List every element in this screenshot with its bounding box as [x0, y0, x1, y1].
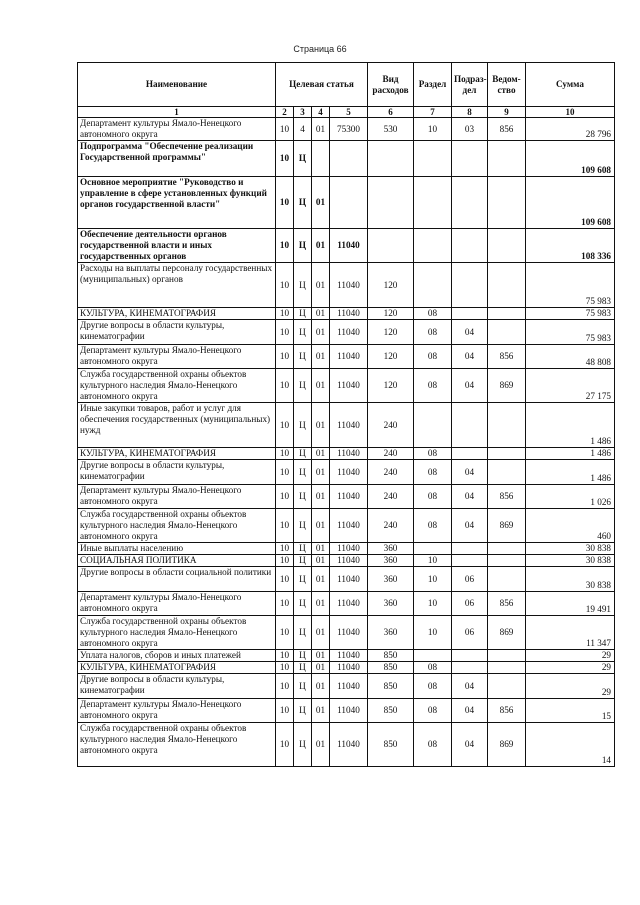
subsection-cell: 06	[452, 616, 488, 650]
sum-cell: 109 608	[526, 141, 615, 177]
department-cell: 856	[488, 118, 526, 141]
table-row	[78, 509, 615, 543]
col-number: 2	[276, 107, 294, 118]
sum-cell: 30 838	[526, 567, 615, 592]
target-code-1: 10	[276, 555, 294, 567]
target-code-4: 11040	[330, 555, 368, 567]
row-name: Подпрограмма "Обеспечение реализации Государственной программы"	[78, 141, 276, 177]
target-code-4: 11040	[330, 592, 368, 616]
target-code-1: 10	[276, 308, 294, 320]
section-cell: 08	[414, 448, 452, 460]
target-code-2: Ц	[294, 723, 312, 767]
target-code-4: 11040	[330, 460, 368, 485]
sum-cell: 75 983	[526, 308, 615, 320]
target-code-1: 10	[276, 448, 294, 460]
target-code-2: Ц	[294, 141, 312, 177]
col-number: 9	[488, 107, 526, 118]
sum-cell: 19 491	[526, 592, 615, 616]
department-cell: 869	[488, 616, 526, 650]
expense-type-cell: 360	[368, 555, 414, 567]
row-name: КУЛЬТУРА, КИНЕМАТОГРАФИЯ	[78, 308, 276, 320]
row-name: Другие вопросы в области культуры, кинематографии	[78, 320, 276, 345]
target-code-4: 11040	[330, 403, 368, 448]
target-code-2: Ц	[294, 650, 312, 662]
row-name: Служба государственной охраны объектов культурного наследия Ямало-Ненецкого автономного округа	[78, 509, 276, 543]
section-cell: 08	[414, 485, 452, 509]
expense-type-cell: 360	[368, 592, 414, 616]
table-row	[78, 662, 615, 674]
expense-type-cell: 850	[368, 674, 414, 699]
expense-type-cell: 120	[368, 320, 414, 345]
row-name: Департамент культуры Ямало-Ненецкого автономного округа	[78, 699, 276, 723]
sum-cell: 29	[526, 662, 615, 674]
row-name: Другие вопросы в области культуры, кинематографии	[78, 460, 276, 485]
sum-cell: 1 486	[526, 448, 615, 460]
section-cell: 08	[414, 345, 452, 369]
target-code-4	[330, 177, 368, 229]
subsection-cell: 04	[452, 369, 488, 403]
target-code-2: Ц	[294, 369, 312, 403]
table-body	[78, 118, 615, 767]
department-cell	[488, 567, 526, 592]
col-number: 8	[452, 107, 488, 118]
section-cell: 08	[414, 699, 452, 723]
subsection-cell	[452, 543, 488, 555]
row-name: Служба государственной охраны объектов культурного наследия Ямало-Ненецкого автономного округа	[78, 616, 276, 650]
row-name: Департамент культуры Ямало-Ненецкого автономного округа	[78, 118, 276, 141]
subsection-cell: 04	[452, 345, 488, 369]
col-header-section: Раздел	[414, 63, 452, 107]
sum-cell: 1 486	[526, 403, 615, 448]
department-cell	[488, 263, 526, 308]
target-code-1: 10	[276, 460, 294, 485]
target-code-2: Ц	[294, 543, 312, 555]
col-header-subsection: Подраз-дел	[452, 63, 488, 107]
target-code-2: Ц	[294, 509, 312, 543]
table-row	[78, 650, 615, 662]
sum-cell: 15	[526, 699, 615, 723]
section-cell: 10	[414, 616, 452, 650]
row-name: КУЛЬТУРА, КИНЕМАТОГРАФИЯ	[78, 662, 276, 674]
department-cell	[488, 308, 526, 320]
row-name: Служба государственной охраны объектов культурного наследия Ямало-Ненецкого автономного округа	[78, 369, 276, 403]
department-cell: 856	[488, 592, 526, 616]
table-row	[78, 403, 615, 448]
subsection-cell	[452, 229, 488, 263]
subsection-cell	[452, 662, 488, 674]
target-code-1: 10	[276, 567, 294, 592]
expense-type-cell: 120	[368, 345, 414, 369]
target-code-3: 01	[312, 229, 330, 263]
target-code-4: 11040	[330, 448, 368, 460]
expense-type-cell: 240	[368, 403, 414, 448]
row-name: Другие вопросы в области социальной политики	[78, 567, 276, 592]
target-code-3: 01	[312, 448, 330, 460]
table-row	[78, 460, 615, 485]
row-name: КУЛЬТУРА, КИНЕМАТОГРАФИЯ	[78, 448, 276, 460]
table-row	[78, 177, 615, 229]
row-name: Расходы на выплаты персоналу государственных (муниципальных) органов	[78, 263, 276, 308]
subsection-cell: 03	[452, 118, 488, 141]
sum-cell: 14	[526, 723, 615, 767]
target-code-4: 11040	[330, 567, 368, 592]
subsection-cell: 04	[452, 674, 488, 699]
section-cell: 10	[414, 592, 452, 616]
target-code-3: 01	[312, 616, 330, 650]
target-code-4: 11040	[330, 650, 368, 662]
sum-cell: 109 608	[526, 177, 615, 229]
department-cell	[488, 662, 526, 674]
target-code-3: 01	[312, 592, 330, 616]
row-name: Иные закупки товаров, работ и услуг для обеспечения государственных (муниципальных) нужд	[78, 403, 276, 448]
budget-table	[77, 62, 615, 767]
sum-cell: 30 838	[526, 543, 615, 555]
target-code-1: 10	[276, 141, 294, 177]
row-name: СОЦИАЛЬНАЯ ПОЛИТИКА	[78, 555, 276, 567]
section-cell: 08	[414, 460, 452, 485]
table-row	[78, 118, 615, 141]
subsection-cell	[452, 555, 488, 567]
department-cell	[488, 320, 526, 345]
row-name: Департамент культуры Ямало-Ненецкого автономного округа	[78, 592, 276, 616]
target-code-4: 11040	[330, 229, 368, 263]
row-name: Другие вопросы в области культуры, кинематографии	[78, 674, 276, 699]
page-header: Страница 66	[293, 44, 347, 54]
col-header-expense-type: Вид расходов	[368, 63, 414, 107]
target-code-4: 11040	[330, 699, 368, 723]
target-code-3: 01	[312, 345, 330, 369]
subsection-cell	[452, 448, 488, 460]
row-name: Обеспечение деятельности органов государственной власти и иных государственных органов	[78, 229, 276, 263]
sum-cell: 1 026	[526, 485, 615, 509]
section-cell: 08	[414, 369, 452, 403]
department-cell: 856	[488, 345, 526, 369]
target-code-1: 10	[276, 699, 294, 723]
expense-type-cell: 850	[368, 699, 414, 723]
section-cell: 08	[414, 723, 452, 767]
sum-cell: 28 796	[526, 118, 615, 141]
department-cell: 869	[488, 369, 526, 403]
department-cell: 869	[488, 509, 526, 543]
target-code-1: 10	[276, 662, 294, 674]
target-code-3: 01	[312, 118, 330, 141]
sum-cell: 48 808	[526, 345, 615, 369]
subsection-cell: 04	[452, 485, 488, 509]
section-cell: 08	[414, 320, 452, 345]
row-name: Уплата налогов, сборов и иных платежей	[78, 650, 276, 662]
target-code-4	[330, 141, 368, 177]
section-cell: 10	[414, 118, 452, 141]
section-cell	[414, 543, 452, 555]
target-code-4: 11040	[330, 345, 368, 369]
target-code-2: Ц	[294, 662, 312, 674]
target-code-1: 10	[276, 723, 294, 767]
table-row	[78, 141, 615, 177]
target-code-3: 01	[312, 509, 330, 543]
section-cell: 08	[414, 308, 452, 320]
expense-type-cell: 240	[368, 485, 414, 509]
department-cell	[488, 448, 526, 460]
target-code-2: Ц	[294, 674, 312, 699]
expense-type-cell	[368, 229, 414, 263]
target-code-3: 01	[312, 662, 330, 674]
table-row	[78, 592, 615, 616]
sum-cell: 29	[526, 650, 615, 662]
target-code-1: 10	[276, 592, 294, 616]
target-code-4: 11040	[330, 308, 368, 320]
section-cell	[414, 177, 452, 229]
row-name: Основное мероприятие "Руководство и управление в сфере установленных функций органов государственной власти"	[78, 177, 276, 229]
expense-type-cell: 240	[368, 460, 414, 485]
target-code-4: 11040	[330, 509, 368, 543]
target-code-2: Ц	[294, 592, 312, 616]
department-cell	[488, 229, 526, 263]
target-code-3: 01	[312, 320, 330, 345]
target-code-1: 10	[276, 403, 294, 448]
section-cell	[414, 403, 452, 448]
row-name: Департамент культуры Ямало-Ненецкого автономного округа	[78, 485, 276, 509]
sum-cell: 75 983	[526, 320, 615, 345]
section-cell: 10	[414, 567, 452, 592]
section-cell	[414, 650, 452, 662]
target-code-1: 10	[276, 509, 294, 543]
subsection-cell: 06	[452, 567, 488, 592]
target-code-3: 01	[312, 674, 330, 699]
subsection-cell: 04	[452, 320, 488, 345]
target-code-4: 11040	[330, 543, 368, 555]
table-row	[78, 616, 615, 650]
target-code-2: Ц	[294, 320, 312, 345]
expense-type-cell	[368, 141, 414, 177]
section-cell: 08	[414, 509, 452, 543]
expense-type-cell: 360	[368, 567, 414, 592]
subsection-cell	[452, 650, 488, 662]
col-header-target: Целевая статья	[276, 63, 368, 107]
target-code-3: 01	[312, 723, 330, 767]
subsection-cell: 04	[452, 460, 488, 485]
target-code-2: Ц	[294, 460, 312, 485]
target-code-4: 11040	[330, 320, 368, 345]
col-number: 7	[414, 107, 452, 118]
section-cell: 08	[414, 662, 452, 674]
target-code-3: 01	[312, 543, 330, 555]
department-cell: 869	[488, 723, 526, 767]
target-code-1: 10	[276, 118, 294, 141]
target-code-2: Ц	[294, 177, 312, 229]
target-code-3: 01	[312, 699, 330, 723]
department-cell	[488, 403, 526, 448]
sum-cell: 108 336	[526, 229, 615, 263]
subsection-cell: 04	[452, 699, 488, 723]
target-code-1: 10	[276, 320, 294, 345]
subsection-cell: 04	[452, 723, 488, 767]
expense-type-cell: 240	[368, 509, 414, 543]
table-row	[78, 308, 615, 320]
header-row	[78, 63, 615, 107]
target-code-3: 01	[312, 403, 330, 448]
subsection-cell	[452, 308, 488, 320]
col-header-department: Ведом-ство	[488, 63, 526, 107]
expense-type-cell: 530	[368, 118, 414, 141]
expense-type-cell: 120	[368, 369, 414, 403]
sum-cell: 27 175	[526, 369, 615, 403]
row-name: Иные выплаты населению	[78, 543, 276, 555]
col-number: 3	[294, 107, 312, 118]
target-code-3	[312, 141, 330, 177]
target-code-2: Ц	[294, 699, 312, 723]
table-row	[78, 320, 615, 345]
expense-type-cell	[368, 177, 414, 229]
target-code-4: 11040	[330, 485, 368, 509]
col-number: 1	[78, 107, 276, 118]
target-code-3: 01	[312, 369, 330, 403]
expense-type-cell: 360	[368, 543, 414, 555]
target-code-3: 01	[312, 177, 330, 229]
col-number: 4	[312, 107, 330, 118]
column-numbers-row	[78, 107, 615, 118]
department-cell	[488, 543, 526, 555]
col-header-sum: Сумма	[526, 63, 615, 107]
subsection-cell	[452, 263, 488, 308]
target-code-2: Ц	[294, 229, 312, 263]
expense-type-cell: 850	[368, 650, 414, 662]
subsection-cell: 04	[452, 509, 488, 543]
target-code-1: 10	[276, 674, 294, 699]
subsection-cell: 06	[452, 592, 488, 616]
target-code-1: 10	[276, 616, 294, 650]
department-cell	[488, 460, 526, 485]
sum-cell: 11 347	[526, 616, 615, 650]
row-name: Департамент культуры Ямало-Ненецкого автономного округа	[78, 345, 276, 369]
expense-type-cell: 120	[368, 308, 414, 320]
sum-cell: 75 983	[526, 263, 615, 308]
table-row	[78, 345, 615, 369]
table-row	[78, 674, 615, 699]
target-code-2: Ц	[294, 345, 312, 369]
target-code-1: 10	[276, 345, 294, 369]
department-cell: 856	[488, 485, 526, 509]
target-code-4: 11040	[330, 369, 368, 403]
expense-type-cell: 120	[368, 263, 414, 308]
target-code-1: 10	[276, 543, 294, 555]
col-number: 5	[330, 107, 368, 118]
target-code-3: 01	[312, 555, 330, 567]
target-code-3: 01	[312, 567, 330, 592]
table-row	[78, 448, 615, 460]
target-code-1: 10	[276, 177, 294, 229]
target-code-1: 10	[276, 369, 294, 403]
department-cell	[488, 177, 526, 229]
target-code-4: 11040	[330, 616, 368, 650]
target-code-2: Ц	[294, 263, 312, 308]
target-code-1: 10	[276, 650, 294, 662]
sum-cell: 1 486	[526, 460, 615, 485]
target-code-3: 01	[312, 485, 330, 509]
target-code-2: 4	[294, 118, 312, 141]
expense-type-cell: 360	[368, 616, 414, 650]
target-code-2: Ц	[294, 567, 312, 592]
expense-type-cell: 850	[368, 662, 414, 674]
table-row	[78, 229, 615, 263]
section-cell	[414, 141, 452, 177]
target-code-1: 10	[276, 485, 294, 509]
expense-type-cell: 240	[368, 448, 414, 460]
department-cell	[488, 141, 526, 177]
target-code-1: 10	[276, 263, 294, 308]
section-cell: 08	[414, 674, 452, 699]
subsection-cell	[452, 141, 488, 177]
section-cell	[414, 263, 452, 308]
target-code-4: 11040	[330, 662, 368, 674]
subsection-cell	[452, 177, 488, 229]
table-row	[78, 555, 615, 567]
target-code-2: Ц	[294, 616, 312, 650]
target-code-2: Ц	[294, 403, 312, 448]
sum-cell: 460	[526, 509, 615, 543]
department-cell	[488, 674, 526, 699]
table-row	[78, 567, 615, 592]
col-number: 6	[368, 107, 414, 118]
subsection-cell	[452, 403, 488, 448]
target-code-4: 11040	[330, 723, 368, 767]
table-row	[78, 485, 615, 509]
section-cell: 10	[414, 555, 452, 567]
target-code-2: Ц	[294, 308, 312, 320]
target-code-2: Ц	[294, 448, 312, 460]
target-code-4: 11040	[330, 263, 368, 308]
row-name: Служба государственной охраны объектов культурного наследия Ямало-Ненецкого автономного округа	[78, 723, 276, 767]
target-code-3: 01	[312, 263, 330, 308]
target-code-2: Ц	[294, 555, 312, 567]
table-row	[78, 263, 615, 308]
target-code-3: 01	[312, 460, 330, 485]
target-code-1: 10	[276, 229, 294, 263]
target-code-3: 01	[312, 650, 330, 662]
section-cell	[414, 229, 452, 263]
table-row	[78, 369, 615, 403]
department-cell	[488, 555, 526, 567]
target-code-4: 11040	[330, 674, 368, 699]
col-header-name: Наименование	[78, 63, 276, 107]
table-row	[78, 543, 615, 555]
sum-cell: 30 838	[526, 555, 615, 567]
table-row	[78, 723, 615, 767]
target-code-4: 75300	[330, 118, 368, 141]
col-number: 10	[526, 107, 615, 118]
table-row	[78, 699, 615, 723]
expense-type-cell: 850	[368, 723, 414, 767]
target-code-2: Ц	[294, 485, 312, 509]
department-cell	[488, 650, 526, 662]
target-code-3: 01	[312, 308, 330, 320]
sum-cell: 29	[526, 674, 615, 699]
department-cell: 856	[488, 699, 526, 723]
